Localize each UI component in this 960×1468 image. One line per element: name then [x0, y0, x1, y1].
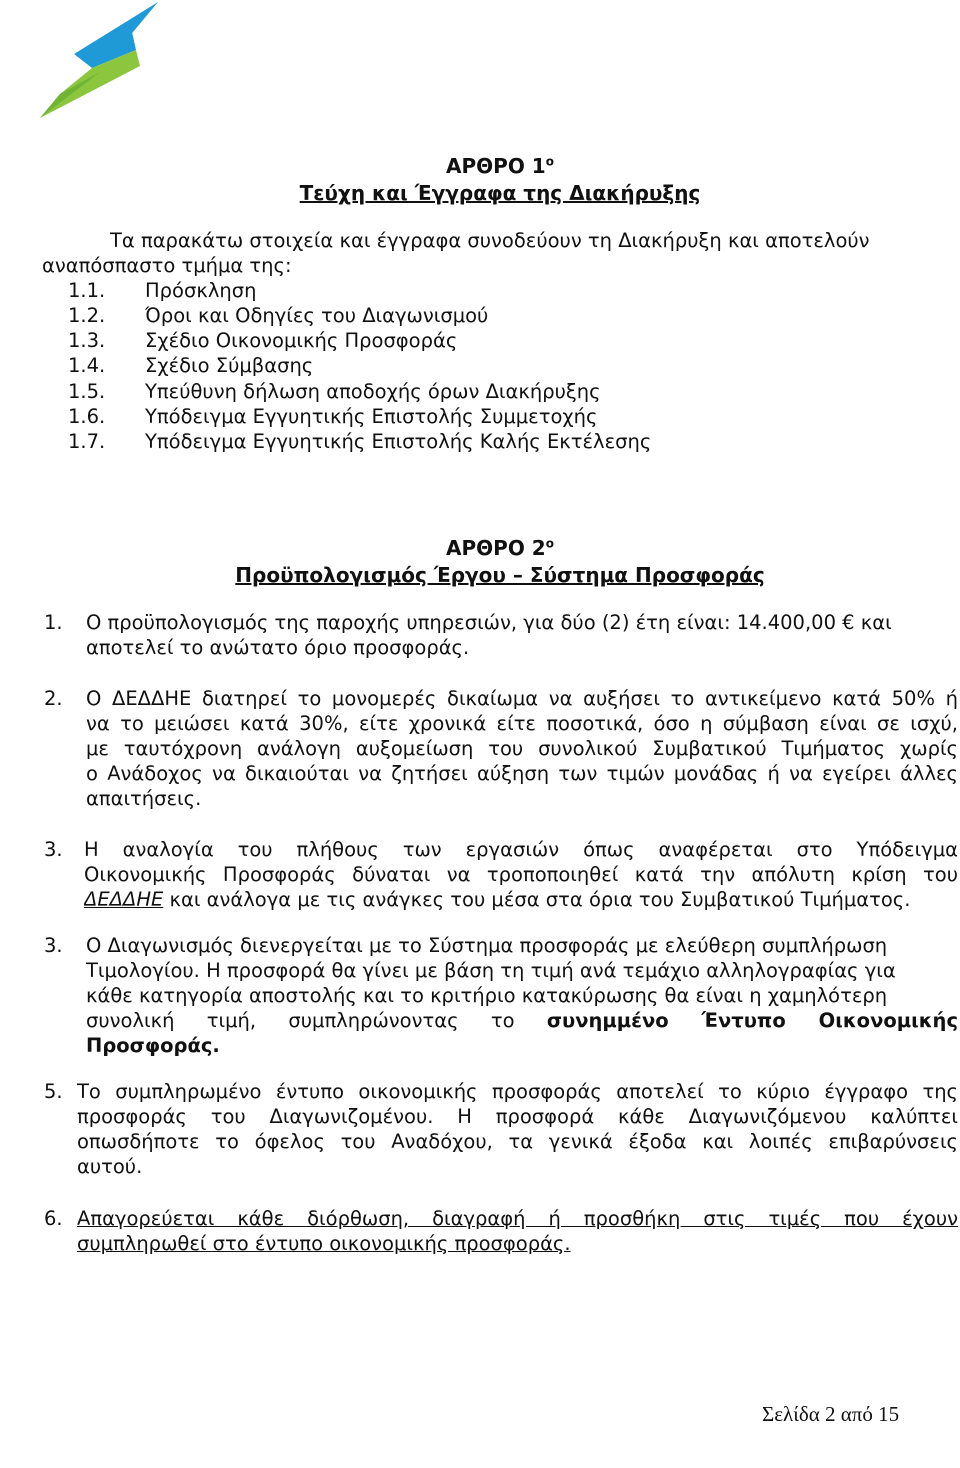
article-1-subtitle: Τεύχη και Έγγραφα της Διακήρυξης — [299, 180, 701, 205]
article-1-heading: ΑΡΘΡΟ $1^o$ Τεύχη και Έγγραφα της Διακήρυξης — [0, 148, 960, 207]
page-number: Σελίδα 2 από 15 — [762, 1402, 900, 1426]
list-item: 1.2. Όροι και Οδηγίες του Διαγωνισμού — [68, 304, 489, 327]
article-2-title: ΑΡΘΡΟ 2 — [446, 535, 546, 560]
brand-logo-icon — [40, 2, 162, 118]
paragraph-3b: Ο Διαγωνισμός διενεργείται με το Σύστημα προσφοράς με ελεύθερη συμπλήρωση Τιμολογίου. Η προσφορά θα γίνει με βάση τη τιμή ανά τεμάχιο αλληλογραφίας για κάθε κατηγορία αποστολής και το κριτήριο κατακύρωσης θα είναι η χαμηλότερη συνολική τιμή, συμπληρώνοντας το συνημμένο Έντυπο Οικονομικής Προσφοράς. — [86, 934, 958, 1057]
paragraph-number: 3. — [44, 838, 63, 861]
article-1-title: ΑΡΘΡΟ 1 — [446, 153, 546, 178]
paragraph-number: 6. — [44, 1207, 63, 1230]
paragraph-2: Ο ΔΕΔΔΗΕ διατηρεί το μονομερές δικαίωμα να αυξήσει το αντικείμενο κατά 50% ή να το μειώσει κατά 30%, είτε χρονικά είτε ποσοτικά, όσο η σύμβαση είναι σε ισχύ, με ταυτόχρονη ανάλογη αυξομείωση του συνολικού Συμβατικού Τιμήματος χωρίς ο Ανάδοχος να δικαιούται να ζητήσει αύξηση των τιμών μονάδας ή να εγείρει άλλες απαιτήσεις. — [86, 687, 958, 810]
list-item: 1.7. Υπόδειγμα Εγγυητικής Επιστολής Καλής Εκτέλεσης — [68, 430, 652, 453]
list-item: 1.6. Υπόδειγμα Εγγυητικής Επιστολής Συμμετοχής — [68, 405, 598, 428]
paragraph-line: Ο προϋπολογισμός της παροχής υπηρεσιών, για δύο (2) έτη είναι: 14.400,00 € και — [86, 611, 892, 634]
intro-line: αναπόσπαστο τμήμα της: — [42, 254, 292, 277]
paragraph-3a: Η αναλογία του πλήθους των εργασιών όπως αναφέρεται στο Υπόδειγμα Οικονομικής Προσφοράς δύναται να τροποποιηθεί κατά την απόλυτη κρίση του ΔΕΔΔΗΕ και ανάλογα με τις ανάγκες του μέσα στα όρια του Συμβατικού Τιμήματος. — [84, 838, 958, 911]
article-2-subtitle: Προϋπολογισμός Έργου – Σύστημα Προσφοράς — [235, 562, 765, 587]
article-2-heading: ΑΡΘΡΟ $2^o$ Προϋπολογισμός Έργου – Σύστημα Προσφοράς — [0, 530, 960, 589]
paragraph-5: Το συμπληρωμένο έντυπο οικονομικής προσφοράς αποτελεί το κύριο έγγραφο της προσφοράς του Διαγωνιζομένου. Η προσφορά κάθε Διαγωνιζόμενου καλύπτει οπωσδήποτε το όφελος του Αναδόχου, τα γενικά έξοδα και λοιπές επιβαρύνσεις αυτού. — [77, 1080, 958, 1178]
paragraph-line: αποτελεί το ανώτατο όριο προσφοράς. — [86, 636, 470, 659]
list-item: 1.5. Υπεύθυνη δήλωση αποδοχής όρων Διακήρυξης — [68, 380, 601, 403]
paragraph-number: 5. — [44, 1080, 63, 1103]
intro-line: Τα παρακάτω στοιχεία και έγγραφα συνοδεύουν τη Διακήρυξη και αποτελούν — [110, 229, 870, 252]
list-item: 1.4. Σχέδιο Σύμβασης — [68, 354, 314, 377]
paragraph-6: Απαγορεύεται κάθε διόρθωση, διαγραφή ή προσθήκη στις τιμές που έχουν συμπληρωθεί στο έντυπο οικονομικής προσφοράς. — [77, 1207, 958, 1255]
list-item: 1.3. Σχέδιο Οικονομικής Προσφοράς — [68, 329, 458, 352]
list-item: 1.1. Πρόσκληση — [68, 279, 257, 302]
paragraph-number: 3. — [44, 934, 63, 957]
paragraph-number: 1. — [44, 611, 63, 634]
paragraph-number: 2. — [44, 687, 63, 710]
